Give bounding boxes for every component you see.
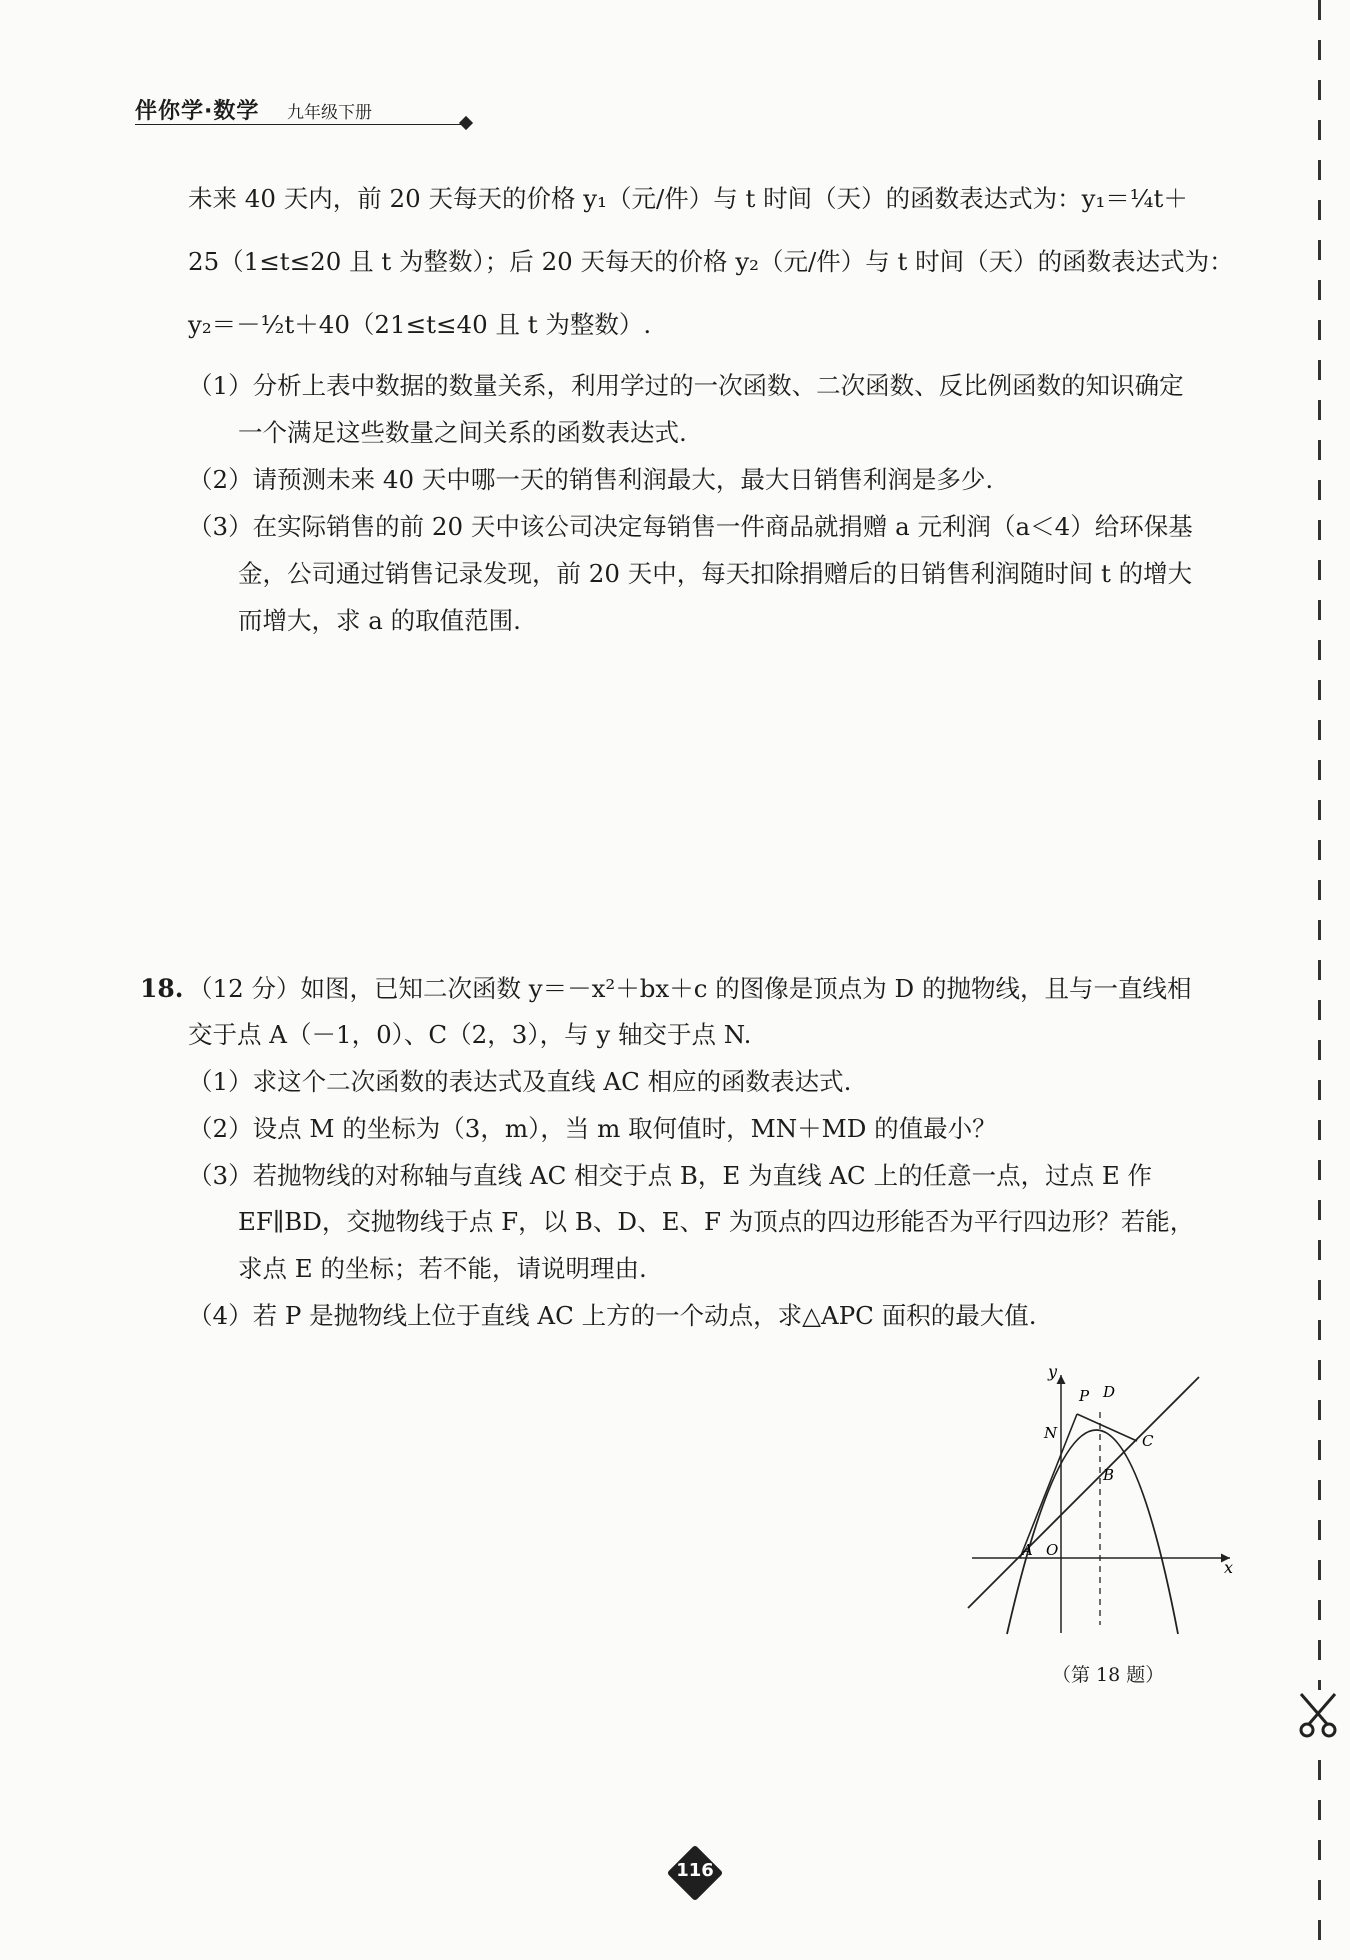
p17-question-3b: 金，公司通过销售记录发现，前 20 天中，每天扣除捐赠后的日销售利润随时间 t 的增大 — [238, 559, 1193, 588]
problem-18-number: 18. — [140, 974, 184, 1003]
label-o: O — [1046, 1541, 1059, 1559]
p18-line-2: 交于点 A（－1，0）、C（2，3），与 y 轴交于点 N. — [188, 1020, 752, 1049]
parabola-curve — [1007, 1430, 1178, 1634]
label-n: N — [1044, 1424, 1058, 1442]
p18-line-1: （12 分）如图，已知二次函数 y＝－x²＋bx＋c 的图像是顶点为 D 的抛物线，且与一直线相 — [188, 974, 1192, 1003]
line-ac — [968, 1377, 1199, 1608]
label-d: D — [1103, 1383, 1116, 1401]
label-y: y — [1048, 1362, 1058, 1381]
p18-question-3a: （3）若抛物线的对称轴与直线 AC 相交于点 B，E 为直线 AC 上的任意一点，过点 E 作 — [188, 1161, 1153, 1190]
p17-question-1b: 一个满足这些数量之间关系的函数表达式. — [238, 418, 687, 447]
p17-line-2: 25（1≤t≤20 且 t 为整数）；后 20 天每天的价格 y₂（元/件）与 t 时间（天）的函数表达式为： — [188, 247, 1234, 276]
p18-question-1: （1）求这个二次函数的表达式及直线 AC 相应的函数表达式. — [188, 1067, 852, 1096]
p18-question-3b: EF∥BD，交抛物线于点 F，以 B、D、E、F 为顶点的四边形能否为平行四边形？若能， — [238, 1207, 1195, 1236]
p18-question-2: （2）设点 M 的坐标为（3，m），当 m 取何值时，MN＋MD 的值最小？ — [188, 1114, 997, 1143]
header-diamond-icon — [459, 116, 473, 130]
page-number-badge — [667, 1845, 723, 1901]
figure-caption: （第 18 题） — [1052, 1664, 1165, 1686]
label-b: B — [1103, 1466, 1115, 1484]
cut-line — [1318, 0, 1321, 1960]
book-brand: 伴你学·数学 — [135, 99, 260, 124]
page-header — [135, 90, 480, 130]
parabola-figure — [962, 1355, 1262, 1655]
p18-question-4: （4）若 P 是抛物线上位于直线 AC 上方的一个动点，求△APC 面积的最大值. — [188, 1301, 1037, 1330]
p17-question-3c: 而增大，求 a 的取值范围. — [238, 606, 521, 635]
p18-question-3c: 求点 E 的坐标；若不能，请说明理由. — [238, 1254, 647, 1283]
label-p: P — [1079, 1387, 1090, 1405]
p17-question-3a: （3）在实际销售的前 20 天中该公司决定每销售一件商品就捐赠 a 元利润（a＜4）给环保基 — [188, 512, 1193, 541]
label-a: A — [1022, 1541, 1033, 1559]
scissors-icon — [1293, 1690, 1343, 1740]
label-x: x — [1224, 1558, 1234, 1577]
label-c: C — [1142, 1432, 1154, 1450]
segment-pc — [1077, 1414, 1137, 1441]
header-rule — [135, 124, 463, 125]
p17-question-1a: （1）分析上表中数据的数量关系，利用学过的一次函数、二次函数、反比例函数的知识确定 — [188, 371, 1184, 400]
p17-line-1: 未来 40 天内，前 20 天每天的价格 y₁（元/件）与 t 时间（天）的函数表达式为：y₁＝¼t＋ — [188, 184, 1188, 213]
page-number: 116 — [676, 1860, 714, 1881]
book-grade: 九年级下册 — [287, 103, 372, 123]
p17-line-3: y₂＝－½t＋40（21≤t≤40 且 t 为整数）. — [188, 310, 652, 339]
p17-question-2: （2）请预测未来 40 天中哪一天的销售利润最大，最大日销售利润是多少. — [188, 465, 994, 494]
